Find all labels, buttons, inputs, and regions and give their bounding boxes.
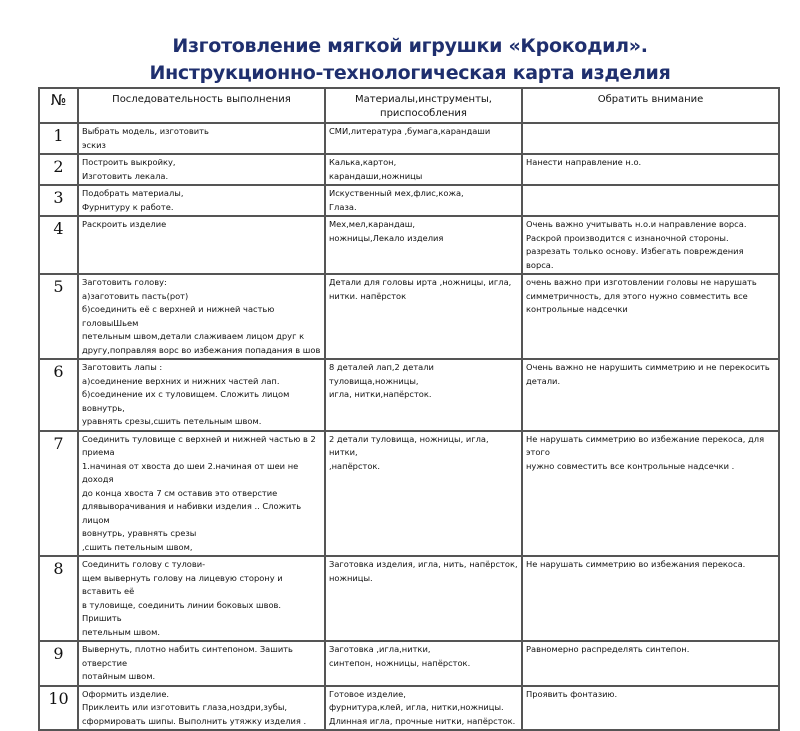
- step-description: Заготовить лапы : а)соединение верхних и нижних частей лап. б)соединение их с туловищем. Сложить лицом вовнутрь, уравнять срезы,сшить петельным швом.: [78, 359, 325, 431]
- step-description: Подобрать материалы, Фурнитуру к работе.: [78, 185, 325, 216]
- step-materials: Искуственный мех,флис,кожа, Глаза.: [325, 185, 522, 216]
- step-description: Выбрать модель, изготовить эскиз: [78, 123, 325, 154]
- table-header-row: [39, 88, 779, 123]
- table-row: [39, 431, 779, 557]
- step-number: 7: [39, 431, 78, 557]
- step-notes: Не нарушать симметрию во избежание перекоса, для этого нужно совместить все контрольные надсечки .: [522, 431, 779, 557]
- title-line-2: Инструкционно-технологическая карта изделия: [149, 62, 671, 84]
- step-materials: Детали для головы ирта ,ножницы, игла, нитки. напёрсток: [325, 274, 522, 359]
- step-notes: Очень важно учитывать н.о.и направление ворса. Раскрой производится с изнаночной стороны. разрезать только основу. Избегать повреждения ворса.: [522, 216, 779, 274]
- step-number: 4: [39, 216, 78, 274]
- step-notes: [522, 123, 779, 154]
- step-notes: [522, 185, 779, 216]
- page-title: [0, 33, 800, 87]
- step-number: 1: [39, 123, 78, 154]
- step-notes: Равномерно распределять синтепон.: [522, 641, 779, 686]
- table-row: [39, 359, 779, 431]
- step-materials: Заготовка ,игла,нитки, синтепон, ножницы, напёрсток.: [325, 641, 522, 686]
- table-row: [39, 641, 779, 686]
- step-number: 3: [39, 185, 78, 216]
- step-number: 5: [39, 274, 78, 359]
- step-notes: очень важно при изготовлении головы не нарушать симметричность, для этого нужно совместить все контрольные надсечки: [522, 274, 779, 359]
- table-row: [39, 185, 779, 216]
- step-number: 10: [39, 686, 78, 731]
- step-description: Вывернуть, плотно набить синтепоном. Зашить отверстие потайным швом.: [78, 641, 325, 686]
- table-row: [39, 274, 779, 359]
- header-notes: Обратить внимание: [522, 88, 779, 123]
- table-row: [39, 556, 779, 641]
- header-materials: Материалы,инструменты, приспособления: [325, 88, 522, 123]
- title-line-1: Изготовление мягкой игрушки «Крокодил».: [172, 35, 648, 57]
- step-description: Раскроить изделие: [78, 216, 325, 274]
- step-description: Оформить изделие. Приклеить или изготовить глаза,ноздри,зубы, сформировать шипы. Выполнить утяжку изделия .: [78, 686, 325, 731]
- step-materials: Заготовка изделия, игла, нить, напёрсток, ножницы.: [325, 556, 522, 641]
- step-notes: Не нарушать симметрию во избежания перекоса.: [522, 556, 779, 641]
- step-number: 9: [39, 641, 78, 686]
- step-materials: Готовое изделие, фурнитура,клей, игла, нитки,ножницы. Длинная игла, прочные нитки, напёрсток.: [325, 686, 522, 731]
- step-notes: Нанести направление н.о.: [522, 154, 779, 185]
- step-description: Заготовить голову: а)заготовить пасть(рот) б)соединить её с верхней и нижней частью головыШьем петельным швом,детали слаживаем лицом друг к другу,поправляя ворс во избежания попадания в шов: [78, 274, 325, 359]
- step-description: Соединить туловище с верхней и нижней частью в 2 приема 1.начиная от хвоста до шеи 2.начиная от шеи не доходя до конца хвоста 7 см оставив это отверстие длявыворачивания и набивки изделия .. Сложить лицом вовнутрь, уравнять срезы ,сшить петельным швом,: [78, 431, 325, 557]
- step-number: 8: [39, 556, 78, 641]
- instruction-table: [38, 87, 780, 731]
- table-row: [39, 154, 779, 185]
- step-notes: Очень важно не нарушить симметрию и не перекосить детали.: [522, 359, 779, 431]
- step-notes: Проявить фонтазию.: [522, 686, 779, 731]
- step-materials: 8 деталей лап,2 детали туловища,ножницы, игла, нитки,напёрсток.: [325, 359, 522, 431]
- header-sequence: Последовательность выполнения: [78, 88, 325, 123]
- step-materials: Мех,мел,карандаш, ножницы,Лекало изделия: [325, 216, 522, 274]
- table-row: [39, 686, 779, 731]
- step-materials: СМИ,литература ,бумага,карандаши: [325, 123, 522, 154]
- step-materials: Калька,картон, карандаши,ножницы: [325, 154, 522, 185]
- step-description: Соединить голову с тулови- щем вывернуть голову на лицевую сторону и вставить её в туловище, соединить линии боковых швов. Пришить петельным швом.: [78, 556, 325, 641]
- table-row: [39, 216, 779, 274]
- step-number: 2: [39, 154, 78, 185]
- step-description: Построить выкройку, Изготовить лекала.: [78, 154, 325, 185]
- step-materials: 2 детали туловища, ножницы, игла, нитки, ,напёрсток.: [325, 431, 522, 557]
- table-row: [39, 123, 779, 154]
- header-number: №: [39, 88, 78, 123]
- step-number: 6: [39, 359, 78, 431]
